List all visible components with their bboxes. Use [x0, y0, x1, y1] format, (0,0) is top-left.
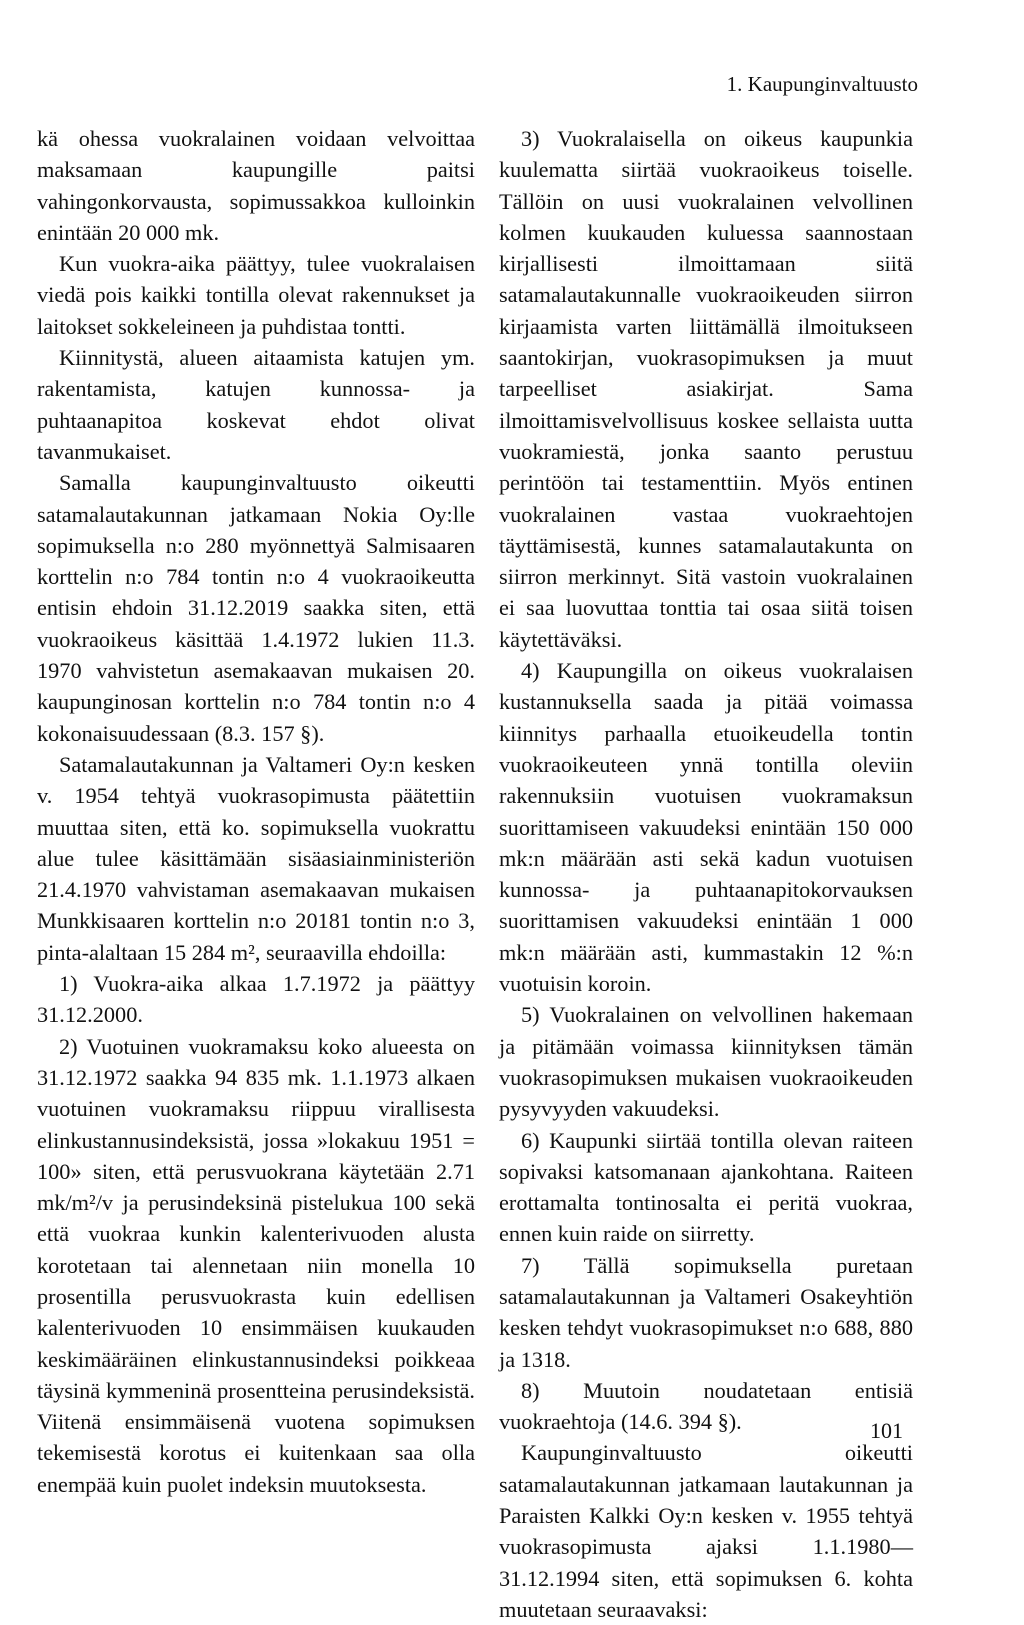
paragraph-term-1: 1) Vuokra-aika alkaa 1.7.1972 ja päättyy 31.12.2000.	[37, 971, 475, 1028]
paragraph-term-2: 2) Vuotuinen vuokramaksu koko alueesta on 31.12.1972 saakka 94 835 mk. 1.1.1973 alkaen vuotuinen vuokramaksu riippuu virallisesta elinkustannusindeksistä, jossa »lokakuu 1951 = 100» siten, että perusvuokrana käytetään 2.71 mk/m²/v ja perusindeksinä pistelukua 100 sekä että vuokraa kunkin kalenterivuoden alusta korotetaan tai alennetaan niin monella 10 prosentilla perusvuokrasta kuin edellisen kalenterivuoden 10 ensimmäisen kuukauden keskimääräinen elinkustannusindeksi poikkeaa täysinä kymmeninä prosentteina perusindeksistä. Viitenä ensimmäisenä vuotena sopimuksen tekemisestä korotus ei kuitenkaan saa olla enempää kuin puolet indeksin muutoksesta.	[37, 1033, 475, 1497]
paragraph-mortgage-terms: Kiinnitystä, alueen aitaamista katujen ym. rakentamista, katujen kunnossa- ja puhtaanapitoa koskevat ehdot olivat tavanmukaiset.	[37, 345, 475, 464]
paragraph-term-7: 7) Tällä sopimuksella puretaan satamalautakunnan ja Valtameri Osakeyhtiön kesken tehdyt vuokrasopimukset n:o 688, 880 ja 1318.	[499, 1252, 913, 1372]
paragraph-term-4: 4) Kaupungilla on oikeus vuokralaisen kustannuksella saada ja pitää voimassa kiinnitys parhaalla etuoikeudella tontin vuokraoikeuteen ynnä tontilla oleviin rakennuksiin vuotuisen vuokramaksun suorittamiseen vakuudeksi enintään 150 000 mk:n määrään asti sekä kadun vuotuisen kunnossa- ja puhtaanapitokorvauksen suorittamisen vakuudeksi enintään 1 000 mk:n määrään asti, kummastakin 12 %:n vuotuisin koroin.	[499, 658, 913, 997]
page-number: 101	[870, 1418, 903, 1443]
paragraph-nokia-lease: Samalla kaupunginvaltuusto oikeutti satamalautakunnan jatkamaan Nokia Oy:lle sopimuksella n:o 280 myönnettyä Salmisaaren korttelin n:o 784 tontin n:o 4 vuokraoikeutta entisin ehdoin 31.12.2019 saakka siten, että vuokraoikeus käsittää 1.4.1972 lukien 11.3. 1970 vahvistetun asemakaavan mukaisen 20. kaupunginosan korttelin n:o 784 tontin n:o 4 kokonaisuudessaan (8.3. 157 §).	[37, 470, 475, 746]
paragraph-valtameri-lease: Satamalautakunnan ja Valtameri Oy:n kesken v. 1954 tehtyä vuokrasopimusta päätettiin muuttaa siten, että ko. sopimuksella vuokrattu alue tulee käsittämään sisäasiainministeriön 21.4.1970 vahvistaman asemakaavan mukaisen Munkkisaaren korttelin n:o 20181 tontin n:o 3, pinta-alaltaan 15 284 m², seuraavilla ehdoilla:	[37, 751, 475, 965]
left-column	[37, 123, 475, 1500]
right-column	[499, 123, 913, 1625]
paragraph-term-5: 5) Vuokralainen on velvollinen hakemaan ja pitämään voimassa kiinnityksen tämän vuokrasopimuksen mukaisen vuokraoikeuden pysyvyyden vakuudeksi.	[499, 1002, 913, 1122]
paragraph-term-8: 8) Muutoin noudatetaan entisiä vuokraehtoja (14.6. 394 §).	[499, 1377, 913, 1435]
running-header: 1. Kaupunginvaltuusto	[726, 72, 918, 96]
paragraph-term-3: 3) Vuokralaisella on oikeus kaupunkia kuulematta siirtää vuokraoikeus toiselle. Tällöin on uusi vuokralainen velvollinen kolmen kuukauden kuluessa saannostaan kirjallisesti ilmoittamaan siitä satamalautakunnalle vuokraoikeuden siirron kirjaamista varten liittämällä ilmoitukseen saantokirjan, vuokrasopimuksen ja muut tarpeelliset asiakirjat. Sama ilmoittamisvelvollisuus koskee sellaista uutta vuokramiestä, jonka saanto perustuu perintöön tai testamenttiin. Myös entinen vuokralainen vastaa vuokraehtojen täyttämisestä, kunnes satamalautakunta on siirron merkinnyt. Sitä vastoin vuokralainen ei saa luovuttaa tonttia tai osaa siitä toisen käytettäväksi.	[499, 126, 913, 652]
paragraph-term-6: 6) Kaupunki siirtää tontilla olevan raiteen sopivaksi katsomanaan ajankohtana. Raiteen erottamalta tontinosalta ei peritä vuokraa, ennen kuin raide on siirretty.	[499, 1127, 913, 1247]
paragraph-continued: kä ohessa vuokralainen voidaan velvoittaa maksamaan kaupungille paitsi vahingonkorvausta, sopimussakkoa kulloinkin enintään 20 000 mk.	[37, 126, 475, 245]
paragraph-paraisten-kalkki: Kaupunginvaltuusto oikeutti satamalautakunnan jatkamaan lautakunnan ja Paraisten Kalkki Oy:n kesken v. 1955 tehtyä vuokrasopimusta ajaksi 1.1.1980—31.12.1994 siten, että sopimuksen 6. kohta muutetaan seuraavaksi:	[499, 1440, 913, 1622]
paragraph-lease-end: Kun vuokra-aika päättyy, tulee vuokralaisen viedä pois kaikki tontilla olevat rakennukset ja laitokset sokkeleineen ja puhdistaa tontti.	[37, 251, 475, 339]
